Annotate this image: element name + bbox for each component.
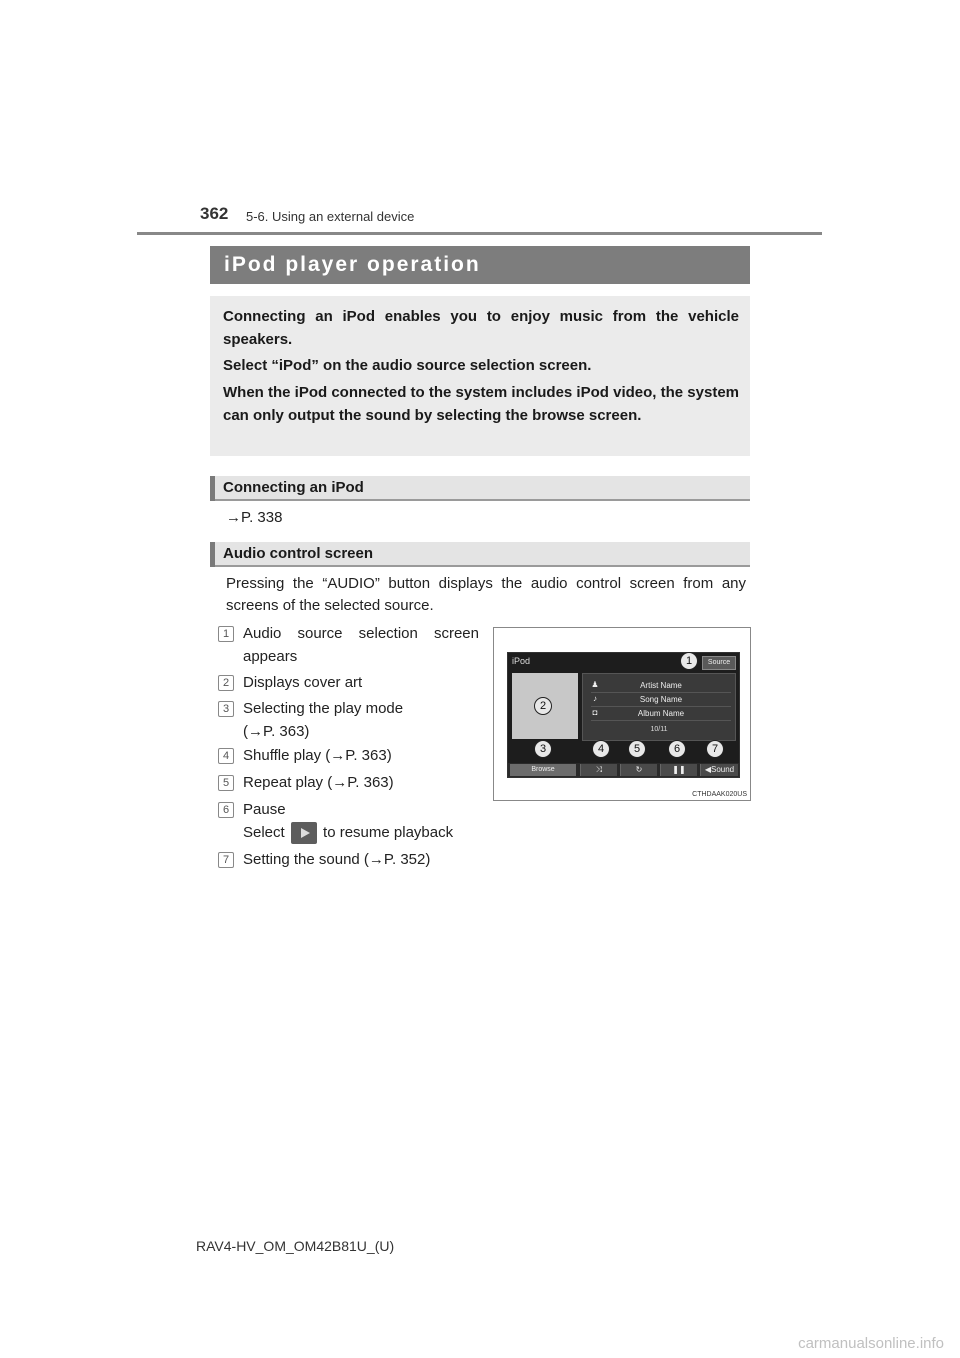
section-heading-connecting: [210, 476, 750, 501]
list-item-text: Pause: [243, 801, 286, 818]
pause-icon: ❚❚: [660, 764, 697, 776]
header-divider: [137, 232, 822, 235]
artist-row: [591, 679, 731, 693]
speaker-icon: ◀: [704, 765, 711, 774]
watermark: carmanualsonline.info: [798, 1335, 944, 1352]
item-number: 4: [218, 748, 234, 764]
audio-control-description: Pressing the “AUDIO” button displays the audio control screen from any screens of the selected source.: [226, 575, 746, 614]
intro-paragraph-3: When the iPod connected to the system includes iPod video, the system can only output the sound by selecting the browse screen.: [223, 384, 739, 424]
callout-2: 2: [534, 697, 552, 715]
audio-screen-figure: [493, 627, 751, 801]
page-title: iPod player operation: [224, 253, 481, 276]
section-heading-audio-control: [210, 542, 750, 567]
item-number: 2: [218, 675, 234, 691]
intro-box: [210, 296, 750, 456]
callout-5: 5: [628, 740, 646, 758]
list-item-text: Audio source selection screen appears: [243, 625, 479, 665]
browse-button: Browse: [510, 764, 576, 776]
list-item-text: Shuffle play (→P. 363): [243, 747, 392, 764]
section-path: 5-6. Using an external device: [246, 209, 415, 224]
control-bar: [508, 763, 739, 777]
page-reference-link[interactable]: →P. 338: [226, 509, 283, 526]
resume-label: to resume playback: [323, 824, 454, 841]
album-name: Album Name: [637, 709, 685, 718]
track-count: 10/11: [650, 726, 668, 733]
repeat-icon: ↻: [620, 764, 657, 776]
album-row: [591, 707, 731, 721]
list-item-text: Displays cover art: [243, 674, 363, 691]
item-number: 6: [218, 802, 234, 818]
section-heading-text: Connecting an iPod: [223, 479, 364, 496]
shuffle-icon: ⤨: [580, 764, 617, 776]
play-icon: [291, 822, 317, 844]
sound-label: Sound: [711, 765, 735, 774]
item-number: 5: [218, 775, 234, 791]
intro-paragraph-2: Select “iPod” on the audio source selection screen.: [223, 357, 592, 374]
album-icon: ◘: [592, 708, 598, 717]
sound-button: [700, 764, 738, 776]
select-label: Select: [243, 824, 285, 841]
song-row: [591, 693, 731, 707]
figure-code: CTHDAAK020US: [692, 791, 747, 798]
person-icon: ♟: [591, 680, 599, 689]
track-info-panel: [582, 673, 736, 741]
document-id: RAV4-HV_OM_OM42B81U_(U): [196, 1238, 395, 1254]
list-item-text: Repeat play (→P. 363): [243, 774, 394, 791]
list-item-subtext[interactable]: (→P. 363): [243, 723, 310, 740]
song-name: Song Name: [639, 695, 683, 704]
list-item-text: Selecting the play mode: [243, 700, 404, 717]
list-item-subtext: [243, 821, 453, 844]
callout-6: 6: [668, 740, 686, 758]
section-heading-text: Audio control screen: [223, 545, 374, 562]
source-button: Source: [702, 656, 736, 670]
title-bar: [210, 246, 750, 284]
callout-1: 1: [680, 652, 698, 670]
page-number: 362: [200, 204, 229, 223]
item-number: 7: [218, 852, 234, 868]
audio-control-screen: [507, 652, 740, 778]
intro-paragraph-1: Connecting an iPod enables you to enjoy music from the vehicle speakers.: [223, 308, 739, 348]
callout-3: 3: [534, 740, 552, 758]
callout-4: 4: [592, 740, 610, 758]
screen-title: iPod: [512, 656, 531, 666]
music-note-icon: ♪: [593, 694, 597, 703]
artist-name: Artist Name: [640, 681, 682, 690]
item-number: 3: [218, 701, 234, 717]
item-number: 1: [218, 626, 234, 642]
callout-7: 7: [706, 740, 724, 758]
list-item-text: Setting the sound (→P. 352): [243, 851, 431, 868]
